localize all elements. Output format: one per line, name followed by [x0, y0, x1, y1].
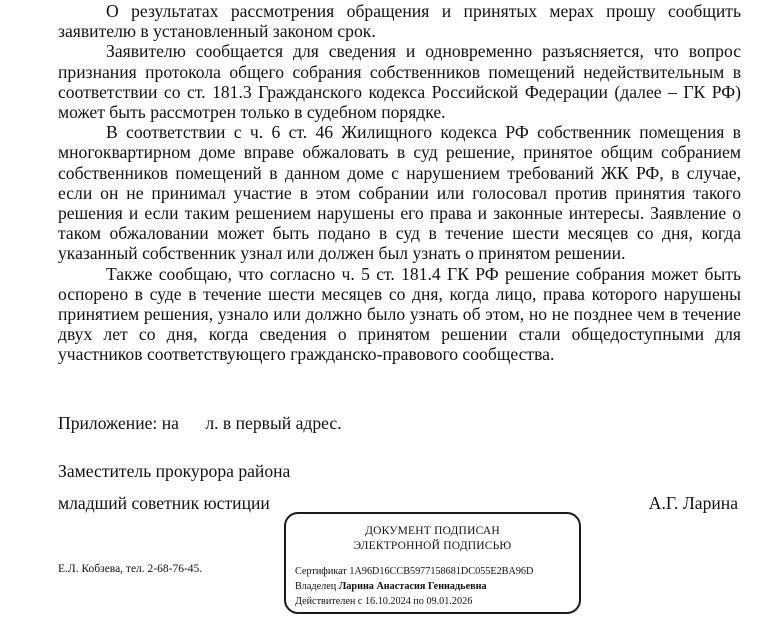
- document-body: [58, 0, 741, 365]
- stamp-certificate-label: Сертификат: [295, 566, 347, 577]
- stamp-certificate: [295, 565, 533, 578]
- stamp-valid-from: 16.10.2024: [364, 596, 411, 607]
- paragraph-civil-code: Также сообщаю, что согласно ч. 5 ст. 181.4 ГК РФ решение собрания может быть оспорено в суде в течение шести месяцев со дня, когда лицо, права которого нарушены принятием решения, узнало или должно было узнать об этом, но не позднее чем в течение двух лет со дня, когда сведения о принятом решении стали общедоступными для участников соответствующего гражданско-правового сообщества.: [58, 263, 741, 365]
- stamp-certificate-value: 1A96D16CCB5977158681DC055E2BA96D: [349, 566, 534, 577]
- paragraph-request: О результатах рассмотрения обращения и принятых мерах прошу сообщить заявителю в установленный законом срок.: [58, 1, 741, 42]
- stamp-valid-from-word: с: [357, 596, 363, 607]
- stamp-title-line1: ДОКУМЕНТ ПОДПИСАН: [365, 525, 500, 537]
- stamp-owner-value: Ларина Анастасия Геннадьевна: [338, 581, 487, 592]
- executor-contact: Е.Л. Кобзева, тел. 2-68-76-45.: [58, 563, 203, 575]
- signer-position: Заместитель прокурора района: [58, 461, 291, 481]
- stamp-validity: [295, 595, 472, 608]
- stamp-valid-label: Действителен: [295, 596, 356, 607]
- stamp-owner: [295, 580, 487, 593]
- signer-rank: младший советник юстиции: [58, 493, 270, 513]
- paragraph-clarification: Заявителю сообщается для сведения и одновременно разъясняется, что вопрос признания протокола общего собрания собственников помещений недействительным в соответствии со ст. 181.3 Гражданского кодекса Российской Федерации (далее – ГК РФ) может быть рассмотрен только в судебном порядке.: [58, 41, 741, 123]
- stamp-valid-to-word: по: [413, 596, 424, 607]
- stamp-title: [286, 524, 579, 554]
- signer-name: А.Г. Ларина: [648, 493, 738, 513]
- stamp-valid-to: 09.01.2026: [426, 596, 473, 607]
- stamp-title-line2: ЭЛЕКТРОННОЙ ПОДПИСЬЮ: [353, 540, 512, 552]
- paragraph-housing-code: В соответствии с ч. 6 ст. 46 Жилищного кодекса РФ собственник помещения в многоквартирном доме вправе обжаловать в суд решение, принятое общим собранием собственников помещений в данном доме с нарушением требований ЖК РФ, в случае, если он не принимал участие в этом собрании или голосовал против принятия такого решения и если таким решением нарушены его права и законные интересы. Заявление о таком обжаловании может быть подано в суд в течение шести месяцев со дня, когда указанный собственник узнал или должен был узнать о принятом решении.: [58, 122, 741, 264]
- attachment-line: Приложение: на л. в первый адрес.: [58, 413, 342, 433]
- electronic-signature-stamp: [284, 512, 581, 614]
- stamp-owner-label: Владелец: [295, 581, 337, 592]
